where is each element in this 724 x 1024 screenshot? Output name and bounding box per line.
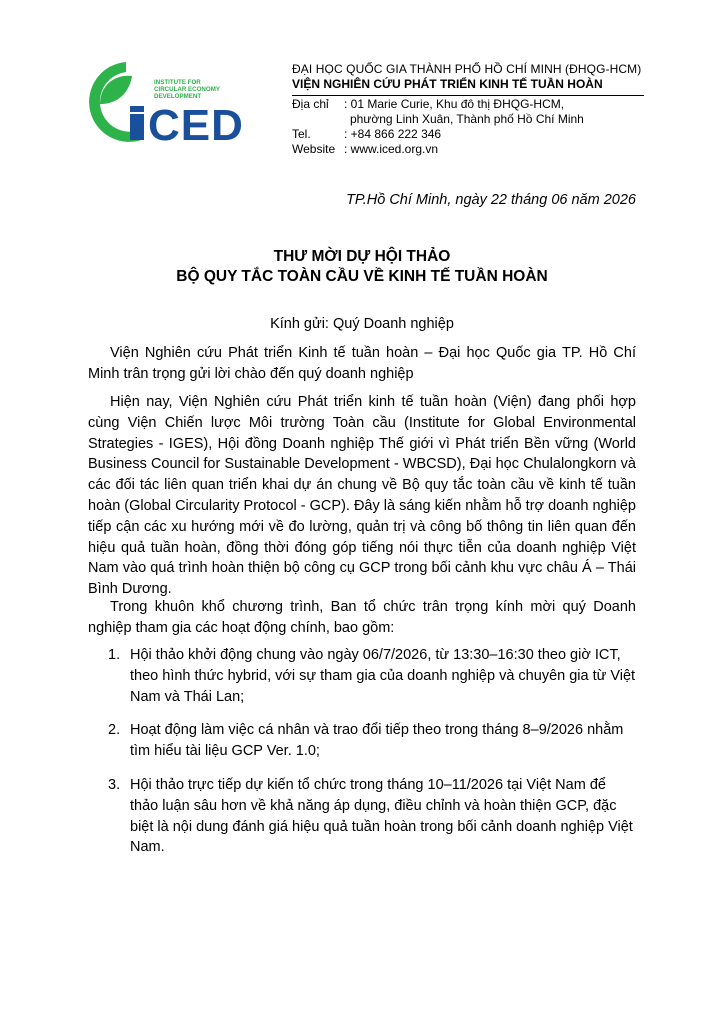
list-item: [88, 645, 636, 707]
logo-tagline-1: INSTITUTE FOR: [154, 79, 201, 86]
tel-label: Tel.: [292, 127, 311, 141]
list-item: [88, 775, 636, 858]
paragraph-intro: [88, 343, 636, 385]
address-row-2: [292, 112, 644, 127]
paragraph-invitation: [88, 597, 636, 639]
paragraph-project: [88, 392, 636, 600]
address-line-2: phường Linh Xuân, Thành phố Hồ Chí Minh: [350, 112, 584, 126]
list-item-number: 2.: [108, 722, 121, 739]
list-item-text: Hoạt động làm việc cá nhân và trao đổi tiếp theo trong tháng 8–9/2026 nhằm tìm hiểu tài liệu GCP Ver. 1.0;: [130, 722, 624, 760]
list-item-text: Hội thảo khởi động chung vào ngày 06/7/2026, từ 13:30–16:30 theo giờ ICT, theo hình thức hybrid, với sự tham gia của doanh nghiệp và chuyên gia từ Việt Nam và Thái Lan;: [130, 647, 636, 705]
list-item-number: 3.: [108, 776, 121, 793]
title-line-1: THƯ MỜI DỰ HỘI THẢO: [273, 248, 451, 265]
paragraph-project-text: Hiện nay, Viện Nghiên cứu Phát triển kinh tế tuần hoàn (Viện) đang phối hợp cùng Viện Chiến lược Môi trường Toàn cầu (Institute for Global Environmental Strategies - IGES), Hội đồng Doanh nghiệp Thế giới vì Phát triển Bền vững (World Business Council for Sustainable Development - WBCSD), Đại học Chulalongkorn và các đối tác liên quan triển khai dự án chung về Bộ quy tắc toàn cầu về kinh tế tuần hoàn (Global Circularity Protocol - GCP). Đây là sáng kiến nhằm hỗ trợ doanh nghiệp tiếp cận các xu hướng mới về đo lường, quản trị và công bố thông tin liên quan đến hiệu quả tuần hoàn, đồng thời đóng góp tiếng nói thực tiễn của doanh nghiệp Việt Nam vào quá trình hoàn thiện bộ công cụ GCP trong bối cảnh khu vực châu Á – Thái Bình Dương.: [88, 394, 636, 598]
institute-name: VIỆN NGHIÊN CỨU PHÁT TRIỂN KINH TẾ TUẦN HOÀN: [292, 77, 644, 96]
list-item-number: 1.: [108, 647, 121, 663]
date-line: TP.Hồ Chí Minh, ngày 22 tháng 06 năm 2026: [346, 192, 636, 208]
logo-tagline-3: DEVELOPMENT: [154, 93, 202, 100]
activities-list: [88, 645, 636, 871]
logo-tagline-2: CIRCULAR ECONOMY: [154, 86, 220, 93]
website-value: : www.iced.org.vn: [344, 142, 439, 156]
list-item: [88, 720, 636, 762]
tel-value: : +84 866 222 346: [344, 127, 442, 141]
website-label: Website: [292, 142, 336, 156]
website-row: [292, 142, 644, 157]
address-row: [292, 97, 644, 112]
iced-logo-graphic: [86, 60, 272, 146]
tel-row: [292, 127, 644, 142]
logo-wordmark: CED: [148, 101, 244, 146]
organization-block: [292, 62, 644, 157]
paragraph-intro-text: Viện Nghiên cứu Phát triển Kinh tế tuần hoàn – Đại học Quốc gia TP. Hồ Chí Minh trân trọng gửi lời chào đến quý doanh nghiệp: [88, 345, 636, 382]
iced-logo: [86, 60, 272, 146]
address-label: Địa chỉ: [292, 97, 329, 111]
university-name: ĐẠI HỌC QUỐC GIA THÀNH PHỐ HỒ CHÍ MINH (ĐHQG-HCM): [292, 62, 642, 76]
list-item-text: Hội thảo trực tiếp dự kiến tổ chức trong tháng 10–11/2026 tại Việt Nam để thảo luận sâu hơn về khả năng áp dụng, điều chỉnh và hoàn thiện GCP, đặc biệt là nội dung đánh giá hiệu quả tuần hoàn trong bối cảnh doanh nghiệp Việt Nam.: [130, 776, 633, 856]
address-line-1: : 01 Marie Curie, Khu đô thị ĐHQG-HCM,: [344, 97, 565, 111]
greeting: Kính gửi: Quý Doanh nghiệp: [270, 316, 454, 332]
paragraph-invitation-text: Trong khuôn khổ chương trình, Ban tổ chức trân trọng kính mời quý Doanh nghiệp tham gia các hoạt động chính, bao gồm:: [88, 599, 636, 636]
title-line-2: BỘ QUY TẮC TOÀN CẦU VỀ KINH TẾ TUẦN HOÀN: [176, 268, 548, 285]
